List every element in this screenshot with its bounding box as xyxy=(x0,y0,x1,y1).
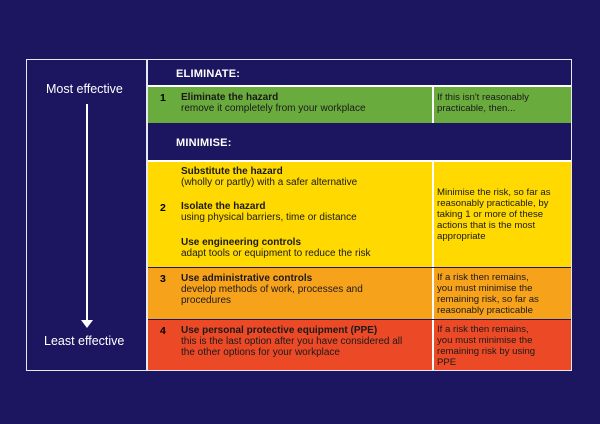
side-line: remaining risk, so far as xyxy=(437,294,539,305)
side-line: If a risk then remains, xyxy=(437,272,529,283)
ppe-text xyxy=(181,325,402,358)
side-line: taking 1 or more of these xyxy=(437,209,544,220)
engineering-title: Use engineering controls xyxy=(181,237,302,248)
engineering-desc: adapt tools or equipment to reduce the risk xyxy=(181,248,371,259)
substitute-title: Substitute the hazard xyxy=(181,166,283,177)
effectiveness-arrow-line xyxy=(86,104,88,322)
row-number-1: 1 xyxy=(160,92,166,104)
side-line: reasonably practicable, by xyxy=(437,198,549,209)
arrow-down-icon xyxy=(81,320,93,328)
ppe-side-text xyxy=(437,324,535,368)
admin-text xyxy=(181,273,363,306)
minimise-side-text xyxy=(437,187,551,242)
eliminate-title: Eliminate the hazard xyxy=(181,92,279,103)
side-line: If a risk then remains, xyxy=(437,324,529,335)
least-effective-label: Least effective xyxy=(44,334,125,348)
most-effective-label: Most effective xyxy=(46,82,123,96)
row-number-2: 2 xyxy=(160,202,166,214)
side-line: actions that is the most xyxy=(437,220,536,231)
ppe-desc-line: the other options for your workplace xyxy=(181,347,340,358)
admin-desc-line: procedures xyxy=(181,295,232,306)
side-line: appropriate xyxy=(437,231,486,242)
admin-desc-line: develop methods of work, processes and xyxy=(181,284,363,295)
side-line: remaining risk by using xyxy=(437,346,536,357)
row-divider xyxy=(432,268,434,319)
substitute-desc: (wholly or partly) with a safer alternative xyxy=(181,177,358,188)
side-line: practicable, then... xyxy=(437,103,516,114)
row-divider xyxy=(432,162,434,267)
side-line: reasonably practicable xyxy=(437,305,533,316)
side-line: Minimise the risk, so far as xyxy=(437,187,551,198)
substitute-text xyxy=(181,166,357,188)
row-number-3: 3 xyxy=(160,273,166,285)
admin-side-text xyxy=(437,272,539,316)
eliminate-text xyxy=(181,92,366,114)
side-line: PPE xyxy=(437,357,457,368)
ppe-title: Use personal protective equipment (PPE) xyxy=(181,325,378,336)
eliminate-heading: ELIMINATE: xyxy=(176,68,241,80)
row-number-4: 4 xyxy=(160,325,166,337)
eliminate-side-text xyxy=(437,92,529,114)
side-line: you must minimise the xyxy=(437,283,533,294)
eliminate-desc: remove it completely from your workplace xyxy=(181,103,366,114)
row-divider xyxy=(432,320,434,370)
isolate-text xyxy=(181,201,357,223)
engineering-text xyxy=(181,237,371,259)
isolate-desc: using physical barriers, time or distance xyxy=(181,212,357,223)
ppe-desc-line: this is the last option after you have considered all xyxy=(181,336,403,347)
row-divider xyxy=(432,87,434,123)
minimise-heading: MINIMISE: xyxy=(176,137,232,149)
admin-title: Use administrative controls xyxy=(181,273,313,284)
side-line: you must minimise the xyxy=(437,335,533,346)
side-line: If this isn't reasonably xyxy=(437,92,529,103)
isolate-title: Isolate the hazard xyxy=(181,201,266,212)
